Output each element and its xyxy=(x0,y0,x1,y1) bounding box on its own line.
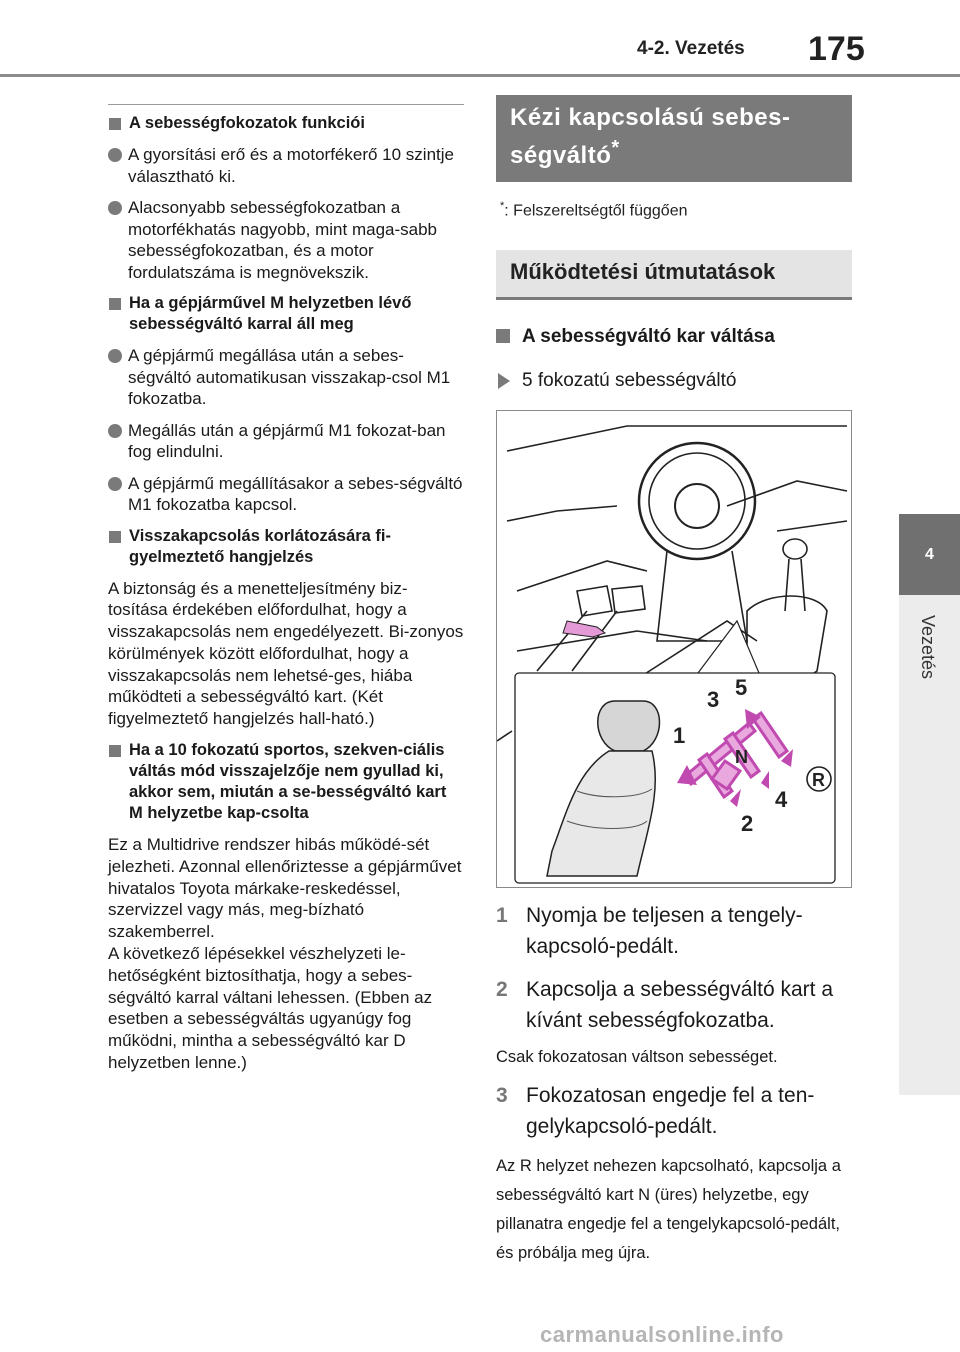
bullet-item: Alacsonyabb sebességfokozatban a motorfékhatás nagyobb, mint maga-sabb sebességfokozatban, és a motor fordulatszáma is megnövekszik. xyxy=(108,197,464,283)
header-section-title: 4-2. Vezetés xyxy=(637,38,745,59)
bullet-item: A gyorsítási erő és a motorfékerő 10 szintje választható ki. xyxy=(108,144,464,187)
list-item-5-speed: 5 fokozatú sebességváltó xyxy=(496,370,852,392)
left-column xyxy=(108,104,464,1084)
left-column-rule xyxy=(108,104,464,105)
bullet-item: Megállás után a gépjármű M1 fokozat-ban fog elindulni. xyxy=(108,420,464,463)
paragraph: Ez a Multidrive rendszer hibás működé-sét jelezheti. Azonnal ellenőriztesse a gépjárművet hivatalos Toyota márkake-reskedéssel, szervizzel vagy más, meg-bízható szakemberrel. A következő lépésekkel vészhelyzeti le-hetőségként biztosíthatja, hogy a sebes-ségváltó karral váltani lehessen. (Ebben az esetben a sebességváltás ugyanúgy fog működni, mintha a sebességváltó kar D helyzetben lenne.) xyxy=(108,835,462,1073)
heading-shifting: A sebességváltó kar váltása xyxy=(496,326,852,348)
gear-label-4: 4 xyxy=(775,787,788,813)
step-text: Nyomja be teljesen a tengely-kapcsoló-pedált. xyxy=(526,904,803,959)
subsection-title: Működtetési útmutatások xyxy=(496,250,852,300)
header-divider xyxy=(0,74,960,77)
heading-stop-in-m: Ha a gépjárművel M helyzetben lévő sebességváltó karral áll meg xyxy=(108,293,464,335)
step-3 xyxy=(496,1080,852,1142)
right-column xyxy=(496,95,852,1268)
step-text: Fokozatosan engedje fel a ten-gelykapcsoló-pedált. xyxy=(526,1084,815,1139)
chapter-tab-label: Vezetés xyxy=(918,615,938,680)
paragraph: A biztonság és a menetteljesítmény biz-tosítása érdekében előfordulhat, hogy a visszakapcsolás nem engedélyezett. Bi-zonyos körülmények között előfordulhat, hogy a visszakapcsolás nem lehetsé-ges, hiába működteti a sebességváltó kart. (Két figyelmeztető hangjelzés hall-ható.) xyxy=(108,578,464,729)
step-number: 3 xyxy=(496,1084,508,1108)
footnote-text: : Felszereltségtől függően xyxy=(504,202,688,220)
note-reverse: Az R helyzet nehezen kapcsolható, kapcsolja a sebességváltó kart N (üres) helyzetbe, egy pillanatra engedje fel a tengelykapcsoló-pedált, és próbálja meg újra. xyxy=(496,1157,841,1263)
step-number: 2 xyxy=(496,978,508,1002)
chapter-tab-number: 4 xyxy=(899,514,960,595)
heading-gear-functions: A sebességfokozatok funkciói xyxy=(108,113,464,134)
footnote xyxy=(500,200,852,220)
gear-label-neutral: N xyxy=(735,747,748,768)
note-gradual-shift: Csak fokozatosan váltson sebességet. xyxy=(496,1048,778,1067)
section-title xyxy=(496,95,852,182)
gearshift-illustration xyxy=(496,410,852,888)
step-1 xyxy=(496,900,852,962)
gear-label-3: 3 xyxy=(707,687,720,713)
watermark: carmanualsonline.info xyxy=(540,1322,784,1347)
section-title-mark: * xyxy=(611,137,620,159)
step-2 xyxy=(496,974,852,1036)
bullet-item: A gépjármű megállása után a sebes-ségváltó automatikusan visszakap-csol M1 fokozatba. xyxy=(108,345,464,410)
heading-downshift-warning: Visszakapcsolás korlátozására fi-gyelmeztető hangjelzés xyxy=(108,526,464,568)
chapter-tab xyxy=(899,595,960,1095)
bullet-item: A gépjármű megállításakor a sebes-ségváltó M1 fokozatba kapcsol. xyxy=(108,473,464,516)
footnote-mark: * xyxy=(500,200,505,212)
gear-label-reverse: R xyxy=(812,770,825,791)
gear-label-2: 2 xyxy=(741,811,754,837)
section-title-text: Kézi kapcsolású sebes-ségváltó xyxy=(510,104,791,169)
gear-label-5: 5 xyxy=(735,675,748,701)
page-number: 175 xyxy=(808,30,865,68)
step-text: Kapcsolja a sebességváltó kart a kívánt sebességfokozatba. xyxy=(526,978,834,1033)
heading-indicator-fault: Ha a 10 fokozatú sportos, szekven-ciális váltás mód visszajelzője nem gyullad ki, akkor sem, miután a se-bességváltó kart M helyzetbe kap-csolta xyxy=(108,740,464,824)
gear-label-1: 1 xyxy=(673,723,686,749)
step-number: 1 xyxy=(496,904,508,928)
gearshift-svg xyxy=(497,411,851,887)
